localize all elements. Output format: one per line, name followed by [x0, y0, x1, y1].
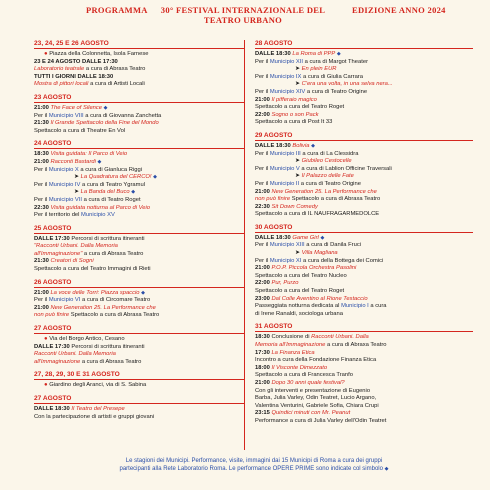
date-label: 27 AGOSTO — [34, 395, 244, 404]
date-block: 26 AGOSTO 21:00 La voce delle Torri: Piazza spaccio ◆ Per il Municipio VI a cura di Circomare Teatro 21:00 New Generation 25. La Performance che non può finire Spettacolo a cura di Abraxa Teatro — [34, 279, 244, 320]
date-block: 27 AGOSTO ● Via del Borgo Antico, Cesano DALLE 17:30 Percorsi di scrittura itineranti Racconti Urbani. Dalla Memoria all'Immaginazione a cura di Abraxa Teatro — [34, 325, 244, 366]
star-badge-icon: ◆ — [336, 51, 341, 57]
date-label: 28 AGOSTO — [255, 40, 473, 49]
date-label: 27 AGOSTO — [34, 325, 244, 334]
map-pin-icon: ● — [44, 382, 48, 389]
arrow-right-icon: ➤ — [295, 81, 301, 88]
star-badge-icon: ◆ — [311, 142, 315, 149]
star-badge-icon: ◆ — [320, 234, 325, 241]
date-block: 25 AGOSTO DALLE 17:30 Percorsi di scrittura itineranti "Racconti Urbani. Dalla Memoria all'Immaginazione" a cura di Abraxa Teatro 21:30 Creatori di Sogni Spettacolo a cura del Teatro Immagini di Rieti — [34, 225, 244, 274]
date-block: 28 AGOSTO DALLE 18:30 La Roma di PPP ◆ Per il Municipio XII a cura di Margot Theater ➤ En plein EUR Per il Municipio IX a cura di Giulia Carrara ➤ C'era una volta, in una selva nera... Per il Municipio XIV a cura di Teatro Origine 21:00 Il pifferaio magico Spettacolo a cura del Teatro Roget 22:00 Sogno o son Pack Spettacolo a cura di Post It 33 — [255, 40, 473, 127]
star-badge-icon: ◆ — [384, 466, 389, 472]
date-block: 24 AGOSTO 18:30 Visita guidata: Il Parco di Veio 21:00 Racconti Bastardi ◆ Per il Municipio X a cura di Gianluca Riggi ➤ La Quadratura del CERCO! ◆ Per il Municipio IV a cura di Teatro Ygramul ➤ La Banda del Buco ◆ Per il Municipio VII a cura di Teatro Roget 22:30 Visita guidata notturna al Parco di Veio Per il territorio del Municipio XV — [34, 140, 244, 219]
date-block: 29 AGOSTO DALLE 18:30 Bolivia ◆ Per il Municipio III a cura di La Clessidra ➤ Giubileo Cestocelle Per il Municipio V a cura di Lablion Officine Traversali ➤ Il Palazzo delle Fate Per il Municipio II a cura di Teatro Origine 21:00 New Generation 25. La Performance che non può finire Spettacolo a cura di Abraxa Teatro 22:30 Sit Down Comedy Spettacolo a cura di IL NAUFRAGARMEDOLCE — [255, 132, 473, 219]
column-divider — [244, 40, 245, 450]
date-block: 30 AGOSTO DALLE 18:30 Game Girl ◆ Per il Municipio XIII a cura di Danila Fruci ➤ Villa Magliana Per il Municipio XI a cura della Bottega dei Comici 21:00 P.O.P. Piccola Orchestra Pasolini Spettacolo a cura del Teatro Nucleo 22:00 Pur, Purzo Spettacolo a cura del Teatro Roget 23:00 Dal Colle Aventino al Rione Testaccio Passeggiata notturna dedicata al Municipio I a cura di Irene Ranaldi, sociologa urbana — [255, 224, 473, 319]
left-column — [34, 40, 244, 426]
date-label: 29 AGOSTO — [255, 132, 473, 141]
date-label: 25 AGOSTO — [34, 225, 244, 234]
date-label: 26 AGOSTO — [34, 279, 244, 288]
date-block: 27, 28, 29, 30 E 31 AGOSTO ● Giardino degli Aranci, via di S. Sabina — [34, 371, 244, 390]
date-block: 23 AGOSTO 21:00 The Face of Silence ◆ Per il Municipio VIII a cura di Giovanna Zanchetta 21:30 Il Grande Spettacolo della Fine del Mondo Spettacolo a cura di Theatre En Vol — [34, 94, 244, 135]
date-block: 27 AGOSTO DALLE 18:30 Il Teatro del Presepe Con la partecipazione di artisti e gruppi giovani — [34, 395, 244, 421]
star-badge-icon: ◆ — [153, 174, 158, 181]
header-programma: PROGRAMMA — [86, 5, 148, 15]
star-badge-icon: ◆ — [141, 289, 145, 296]
star-badge-icon: ◆ — [97, 158, 102, 165]
date-label: 24 AGOSTO — [34, 140, 244, 149]
header-festival-title: 30° FESTIVAL INTERNAZIONALE DEL TEATRO URBANO — [160, 5, 326, 25]
date-block: 31 AGOSTO 18:30 Conclusione di Racconti Urbani. Dalla Memoria all'Immaginazione a cura di Abraxa Teatro 17:30 La Finanza Etica Incontro a cura della Fondazione Finanza Etica 18:00 Il Visconte Dimezzato Spettacolo a cura di Francesca Tranfo 21:00 Dopo 30 anni quale festival? Con gli interventi e presentazione di Eugenio Barba, Julia Varley, Odin Teatret, Lucio Argano, Valentina Venturini, Gabriele Sofia, Chiara Crupi 23:15 Quindici minuti con Mr. Peanut Performance a cura di Julia Varley dell'Odin Teatret — [255, 323, 473, 425]
star-badge-icon: ◆ — [131, 189, 136, 196]
arrow-right-icon: ➤ — [295, 173, 301, 180]
date-label: 23 AGOSTO — [34, 94, 244, 103]
date-label: 31 AGOSTO — [255, 323, 473, 332]
date-block: 23, 24, 25 E 26 AGOSTO ● Piazza della Colonnetta, Isola Farnese 23 E 24 AGOSTO DALLE 17:30 Laboratorio teatrale a cura di Abraxa Teatro TUTTI I GIORNI DALLE 18:30 Mostra di pittori locali a cura di Artisti Locali — [34, 40, 244, 89]
arrow-right-icon: ➤ — [74, 189, 80, 196]
footer-note: Le stagioni dei Municipi. Performance, visite, immagini dai 15 Municipi di Roma a cura dei gruppi partecipanti alla Rete Laboratorio Roma. Le performance OPERE PRIME sono indicate col simbolo ◆ — [119, 458, 389, 472]
date-label: 23, 24, 25 E 26 AGOSTO — [34, 40, 244, 49]
arrow-right-icon: ➤ — [295, 158, 301, 165]
star-badge-icon: ◆ — [103, 104, 108, 111]
header — [0, 0, 490, 30]
map-pin-icon: ● — [44, 336, 48, 343]
header-edition: EDIZIONE ANNO 2024 — [352, 5, 446, 15]
date-label: 30 AGOSTO — [255, 224, 473, 233]
right-column — [255, 40, 473, 431]
arrow-right-icon: ➤ — [295, 66, 301, 73]
arrow-right-icon: ➤ — [295, 250, 301, 257]
map-pin-icon: ● — [44, 51, 48, 57]
date-label: 27, 28, 29, 30 E 31 AGOSTO — [34, 371, 244, 380]
arrow-right-icon: ➤ — [74, 174, 80, 181]
